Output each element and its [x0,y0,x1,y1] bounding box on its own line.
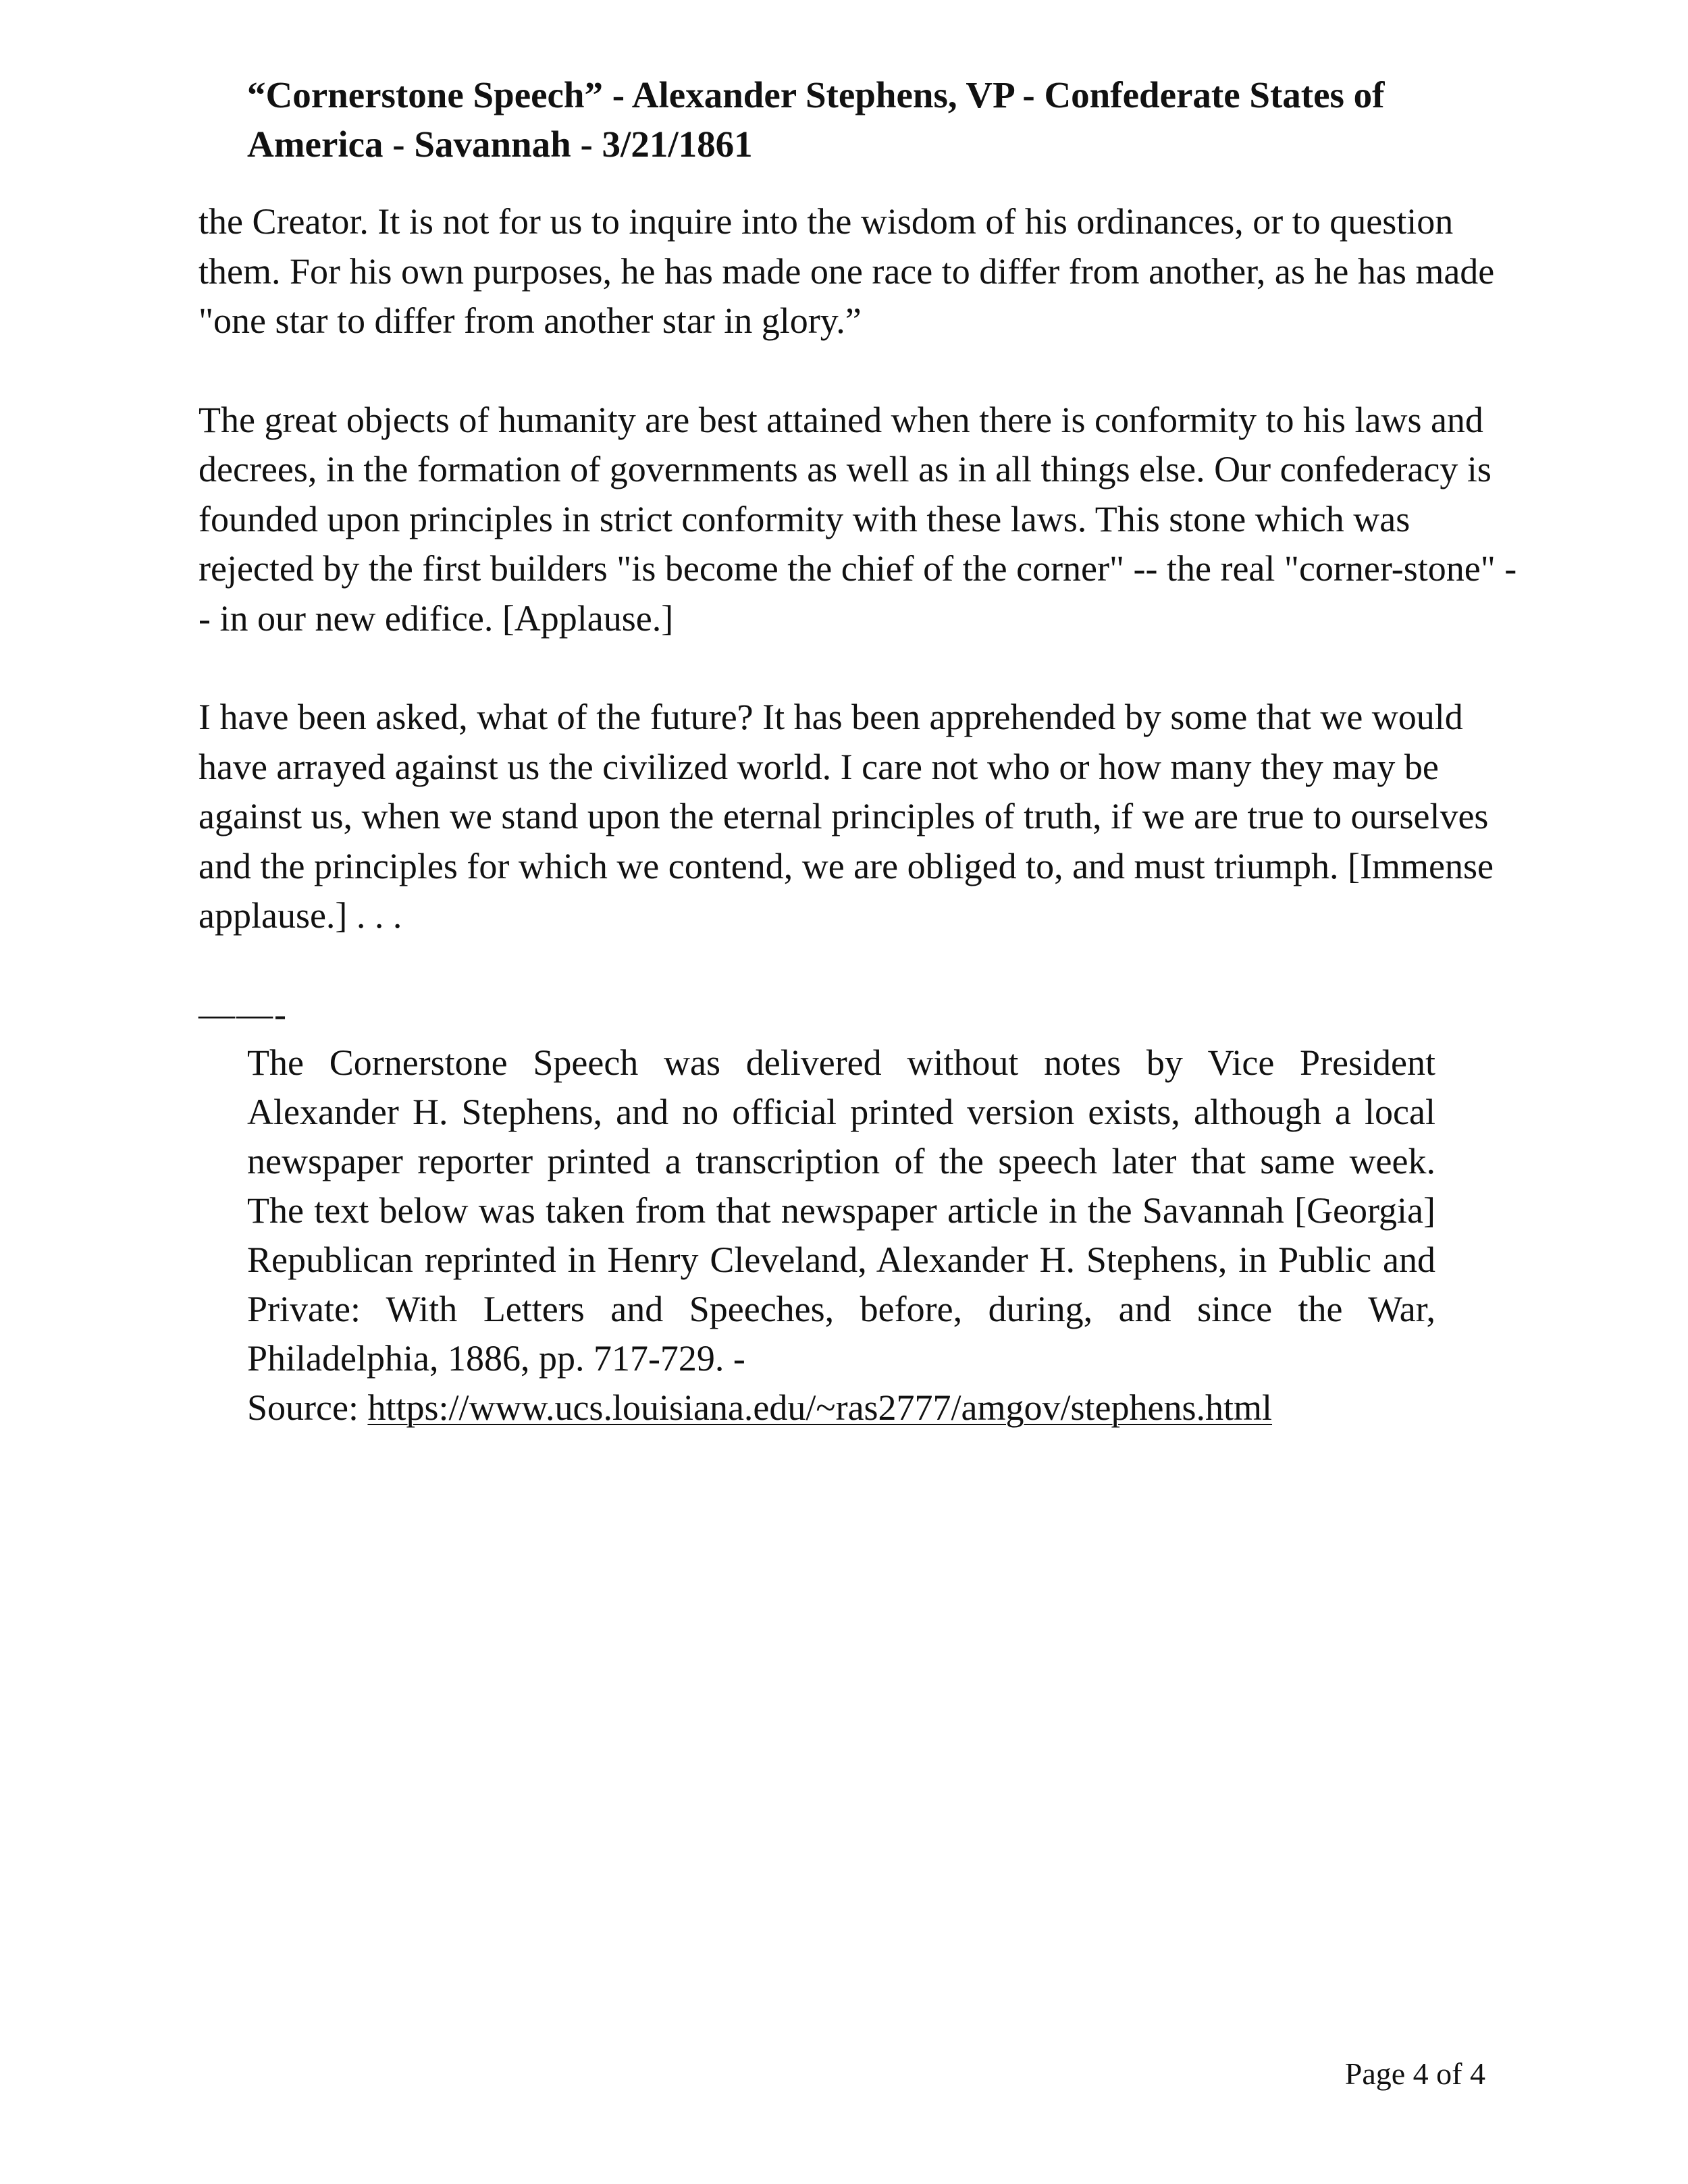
page-header [247,70,1530,169]
speech-body [199,197,1522,990]
paragraph: I have been asked, what of the future? It has been apprehended by some that we would have arrayed against us the civilized world. I care not who or how many they may be against us, when we stand upon the eternal principles of truth, if we are true to ourselves and the principles for which we contend, we are obliged to, and must triumph. [Immense applause.] . . . [199,697,1494,936]
source-note [247,1038,1435,1433]
page-number: Page 4 of 4 [1344,2056,1485,2091]
note-text: The Cornerstone Speech was delivered without notes by Vice President Alexander H. Stephens, and no official printed version exists, although a local newspaper reporter printed a transcription of the speech later that same week. The text below was taken from that newspaper article in the Savannah [Georgia] Republican reprinted in Henry Cleveland, Alexander H. Stephens, in Public and Private: With Letters and Speeches, before, during, and since the War, Philadelphia, 1886, pp. 717-729. - [247,1042,1435,1379]
paragraph: The great objects of humanity are best attained when there is conformity to his laws and decrees, in the formation of governments as well as in all things else. Our confederacy is founded upon principles in strict conformity with these laws. This stone which was rejected by the first builders "is become the chief of the corner" -- the real "corner-stone" -- in our new edifice. [Applause.] [199,399,1517,639]
separator: ——- [199,994,288,1034]
source-label: Source: [247,1387,368,1428]
source-link[interactable]: https://www.ucs.louisiana.edu/~ras2777/amgov/stephens.html [367,1387,1273,1428]
page-title-line-1: “Cornerstone Speech” - Alexander Stephens, VP - Confederate States of [247,74,1385,115]
source-line [247,1383,1435,1433]
page-title-line-2: America - Savannah - 3/21/1861 [247,124,753,165]
paragraph: the Creator. It is not for us to inquire into the wisdom of his ordinances, or to question them. For his own purposes, he has made one race to differ from another, as he has made "one star to differ from another star in glory.” [199,201,1495,341]
